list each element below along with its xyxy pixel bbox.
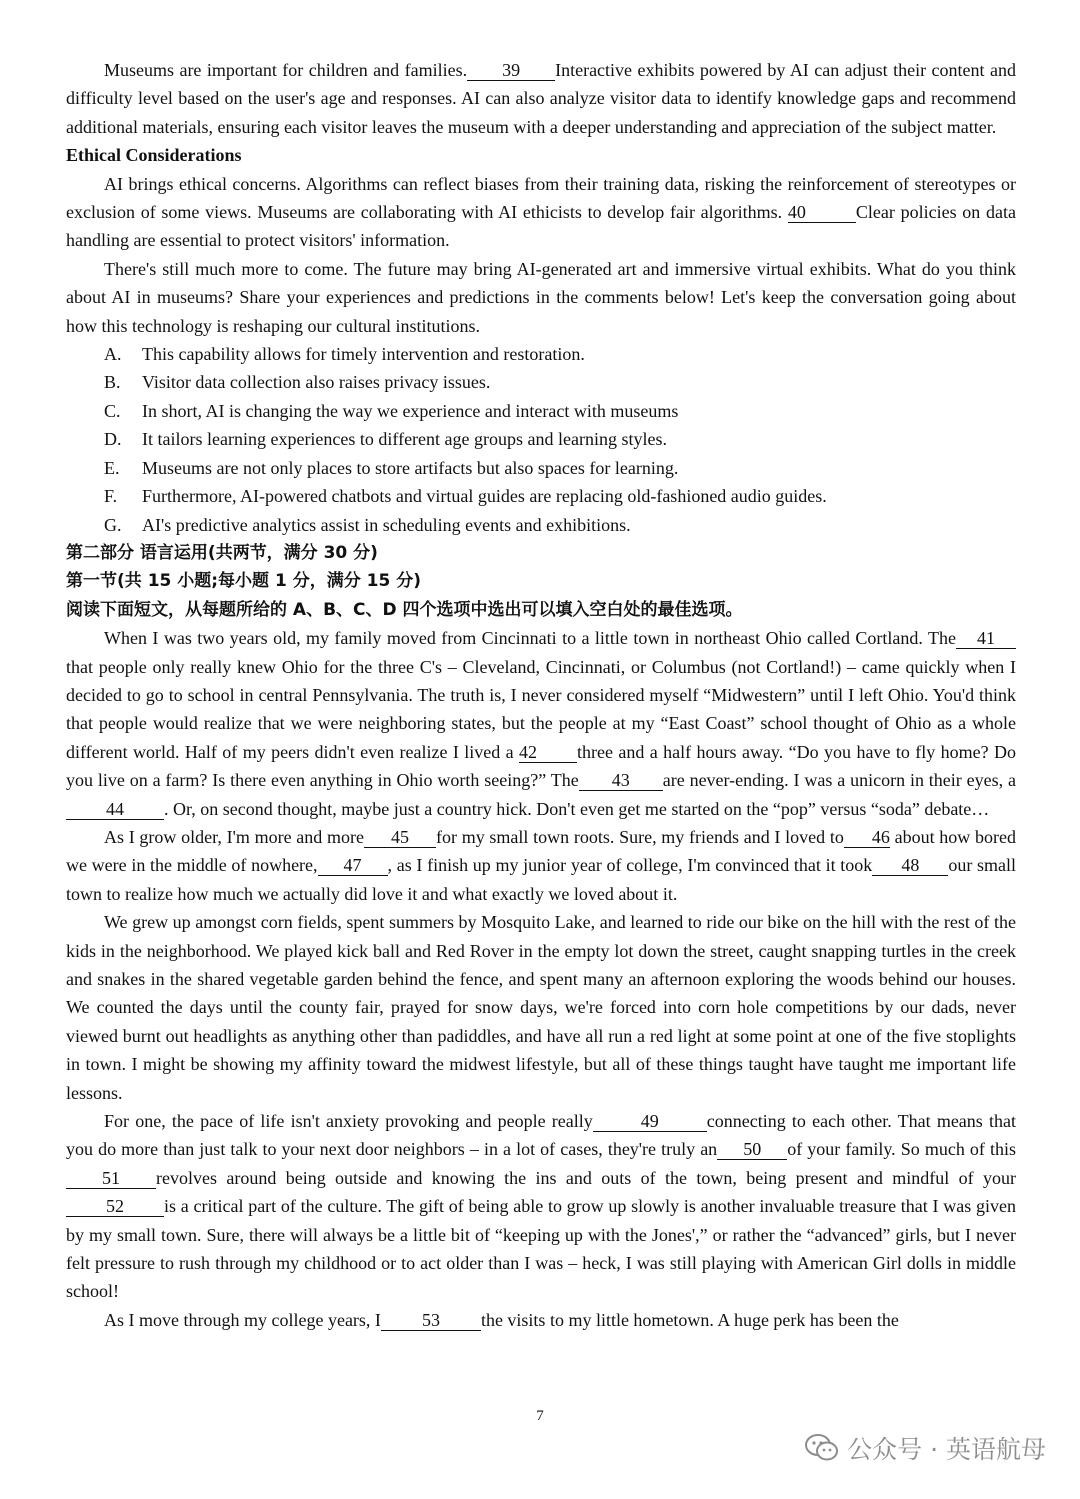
section-instructions: 阅读下面短文，从每题所给的 A、B、C、D 四个选项中选出可以填入空白处的最佳选项。: [66, 599, 743, 620]
section-part-two-title: 第二部分 语言运用(共两节，满分 30 分): [66, 542, 378, 563]
blank-40: 40: [788, 202, 856, 223]
blank-45: 45: [364, 827, 436, 848]
blank-46: 46: [844, 827, 890, 848]
paragraph-cortland: When I was two years old, my family moved from Cincinnati to a little town in northeast Ohio called Cortland. The 41that people only really knew Ohio for the three C's – Cleveland, Cincinnati, or Columbus (not Cortland!) – came quickly when I decided to go to school in central Pennsylvania. The truth is, I never considered myself “Midwestern” until I left Ohio. You'd think that people would realize that we were neighboring states, but the people at my “East Coast” school thought of Ohio as a whole different world. Half of my peers didn't even realize I lived a 42 three and a half hours away. “Do you have to fly home? Do you live on a farm? Is there even anything in Ohio worth seeing?” The 43 are never-ending. I was a unicorn in their eyes, a44 . Or, on second thought, maybe just a country hick. Don't even get me started on the “pop” versus “soda” debate…: [66, 628, 1016, 819]
option-e: E. Museums are not only places to store artifacts but also spaces for learning.: [104, 457, 679, 478]
paragraph-ethical: AI brings ethical concerns. Algorithms can reflect biases from their training data, risking the reinforcement of stereotypes or exclusion of some views. Museums are collaborating with AI ethicists to develop fair algorithms. 40 Clear policies on data handling are essential to protect visitors' information.: [66, 173, 1017, 251]
blank-41: 41: [956, 628, 1016, 649]
blank-47: 47: [318, 855, 388, 876]
option-g: G. AI's predictive analytics assist in scheduling events and exhibitions.: [104, 514, 631, 535]
watermark: [805, 1430, 1046, 1466]
option-b: B. Visitor data collection also raises privacy issues.: [104, 372, 491, 393]
paragraph-pace-of-life: For one, the pace of life isn't anxiety provoking and people really 49 connecting to each other. That means that you do more than just talk to your next door neighbors – in a lot of cases, they're truly an 50 of your family. So much of this51 revolves around being outside and knowing the ins and outs of the town, being present and mindful of your52 is a critical part of the culture. The gift of being able to grow up slowly is another invaluable treasure that I was given by my small town. Sure, there will always be a little bit of “keeping up with the Jones',” or rather the “advanced” girls, but I never felt pressure to rush through my childhood or to act older than I was – heck, I was still playing with American Girl dolls in middle school!: [66, 1111, 1016, 1302]
watermark-text: 公众号 · 英语航母: [847, 1435, 1046, 1464]
section-one-title: 第一节(共 15 小题;每小题 1 分，满分 15 分): [66, 571, 421, 592]
blank-48: 48: [872, 855, 948, 876]
blank-39: 39: [467, 60, 555, 81]
paragraph-small-town-roots: As I grow older, I'm more and more 45 for my small town roots. Sure, my friends and I loved to 46 about how bored we were in the middle of nowhere, 47 , as I finish up my junior year of college, I'm convinced that it took 48 our small town to realize how much we actually did love it and what exactly we loved about it.: [66, 826, 1017, 904]
blank-51: 51: [66, 1168, 156, 1189]
paragraph-college-years: As I move through my college years, I 53 the visits to my little hometown. A huge perk has been the: [104, 1309, 899, 1330]
blank-42: 42: [519, 742, 577, 763]
blank-50: 50: [717, 1139, 787, 1160]
paragraph-corn-fields: We grew up amongst corn fields, spent summers by Mosquito Lake, and learned to ride our bike on the hill with the rest of the kids in the neighborhood. We played kick ball and Red Rover in the empty lot down the street, caught snapping turtles in the creek and snakes in the shared vegetable garden behind the fence, and spent many an afternoon exploring the woods behind our houses. We counted the days until the county fair, prayed for snow days, we're forced into corn hole competitions by our dads, never viewed burnt out headlights as anything other than padiddles, and have all run a red light at some point at one of the five stoplights in town. I might be showing my affinity toward the midwest lifestyle, but all of these things taught have taught me important life lessons.: [66, 912, 1016, 1103]
paragraph-museums-children: Museums are important for children and families. 39 Interactive exhibits powered by AI can adjust their content and difficulty level based on the user's age and responses. AI can also analyze visitor data to identify knowledge gaps and recommend additional materials, ensuring each visitor leaves the museum with a deeper understanding and appreciation of the subject matter.: [66, 60, 1016, 137]
paragraph-future: There's still much more to come. The future may bring AI-generated art and immersive virtual exhibits. What do you think about AI in museums? Share your experiences and predictions in the comments below! Let's keep the conversation going about how this technology is reshaping our cultural institutions.: [66, 258, 1016, 336]
option-f: F. Furthermore, AI-powered chatbots and virtual guides are replacing old-fashioned audio guides.: [104, 486, 827, 507]
option-a: A. This capability allows for timely intervention and restoration.: [104, 344, 585, 365]
blank-43: 43: [579, 770, 663, 791]
heading-ethical-considerations: Ethical Considerations: [66, 145, 242, 166]
page-number: 7: [536, 1408, 544, 1424]
option-c: C. In short, AI is changing the way we experience and interact with museums: [104, 400, 679, 421]
wechat-icon: [805, 1433, 839, 1463]
blank-44: 44: [66, 799, 164, 820]
blank-53: 53: [381, 1310, 481, 1331]
options-list: [66, 340, 1016, 539]
option-d: D. It tailors learning experiences to different age groups and learning styles.: [104, 429, 667, 450]
blank-49: 49: [593, 1111, 707, 1132]
document-page: [66, 56, 1016, 1334]
blank-52: 52: [66, 1196, 164, 1217]
